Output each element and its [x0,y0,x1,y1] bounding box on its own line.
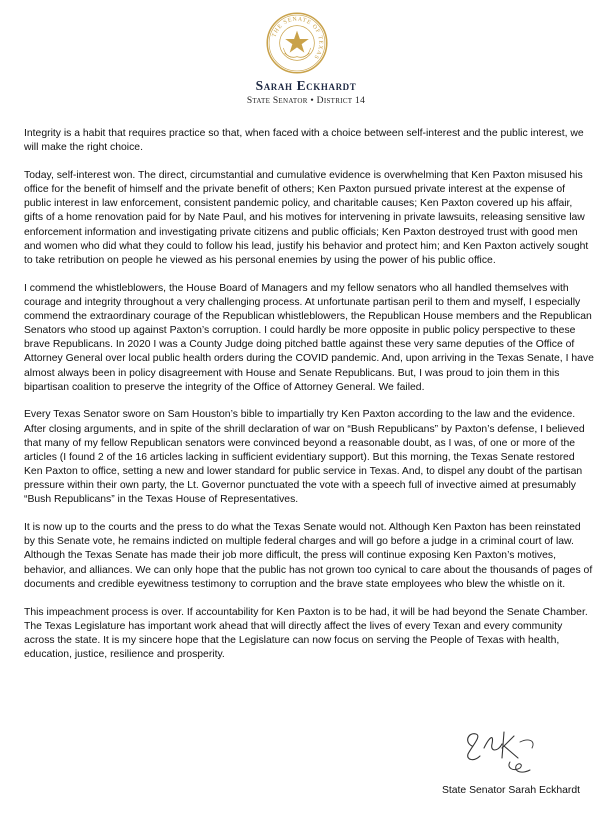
paragraph-2: Today, self-interest won. The direct, circumstantial and cumulative evidence is overwhelming that Ken Paxton misused his office for the benefit of himself and the private benefit of others; Ken Paxton pursued private interest at the expense of public interest in law enforcement, consistent pandemic policy, and charitable causes; Ken Paxton covered up his affair, gifts of a home renovation paid for by Nate Paul, and his motives for intervening in private lawsuits, releasing sensitive law enforcement information and investigating private citizens and public officials; Ken Paxton destroyed trust with good men and women who did what they could to follow his lead, justify his behavior and protect him; and Ken Paxton actively sought to take retribution on people he viewed as his personal enemies by using the power of his public office. [24,169,589,266]
senator-name: Sarah Eckhardt [255,78,357,93]
statement-body [24,127,594,676]
svg-text:THE SENATE OF TEXAS: THE SENATE OF TEXAS [271,16,324,61]
closing-signature-line: State Senator Sarah Eckhardt [441,785,580,796]
paragraph-4: Every Texas Senator swore on Sam Houston’s bible to impartially try Ken Paxton according to the law and the evidence. After closing arguments, and in spite of the shrill declaration of war on “Bush Republicans” by Paxton’s defense, I believed that many of my fellow Republican senators were convinced beyond a reasonable doubt, as I was, of one or more of the articles (I found 2 of the 16 articles lacking in sufficient evidentiary support). But this morning, the Texas Senate restored Ken Paxton to office, setting a new and lower standard for public service in Texas. And, to dispel any doubt of the partisan pressure within their own party, the Lt. Governor punctuated the vote with a speech full of invective aimed at presumably “Bush Republicans” in the Texas House of Representatives. [24,409,585,506]
paragraph-6: This impeachment process is over. If accountability for Ken Paxton is to be had, it will be had beyond the Senate Chamber. The Texas Legislature has important work ahead that will directly affect the lives of every Texan and every community across the state. It is my sincere hope that the Legislature can now focus on serving the People of Texas with health, education, justice, resilience and prosperity. [24,606,588,660]
handwritten-signature [458,722,548,782]
paragraph-1: Integrity is a habit that requires practice so that, when faced with a choice between self-interest and the public interest, we will make the right choice. [24,128,584,154]
paragraph-3: I commend the whistleblowers, the House Board of Managers and my fellow senators who all handled themselves with courage and integrity throughout a very challenging process. At unfortunate partisan peril to them and myself, I especially commend the extraordinary courage of the Republican whistleblowers, the Republican House members and the Republican Senators who stood up against Paxton’s corruption. I could hardly be more opposite in public policy perspective to these brave Republicans. In 2020 I was a County Judge doing pitched battle against these very same deputies of the Office of Attorney General over local public health orders during the COVID pandemic. And, upon arriving in the Texas Senate, I have almost always been in policy disagreement with House and Senate Republicans. But, I was proud to join them in this bipartisan coalition to preserve the integrity of the Office of Attorney General. We failed. [24,282,594,393]
paragraph-5: It is now up to the courts and the press to do what the Texas Senate would not. Although Ken Paxton has been reinstated by this Senate vote, he remains indicted on multiple federal charges and will go before a judge in a criminal court of law. Although the Texas Senate has made their job more difficult, the press will continue exposing Ken Paxton’s motives, behavior, and alliances. We can only hope that the public has not grown too cynical to care about the thousands of pages of documents and credible eyewitness testimony to corruption and the brave state employees who blew the whistle on it. [24,522,593,590]
senator-title: State Senator • District 14 [246,96,366,106]
senate-seal-icon [266,12,328,74]
